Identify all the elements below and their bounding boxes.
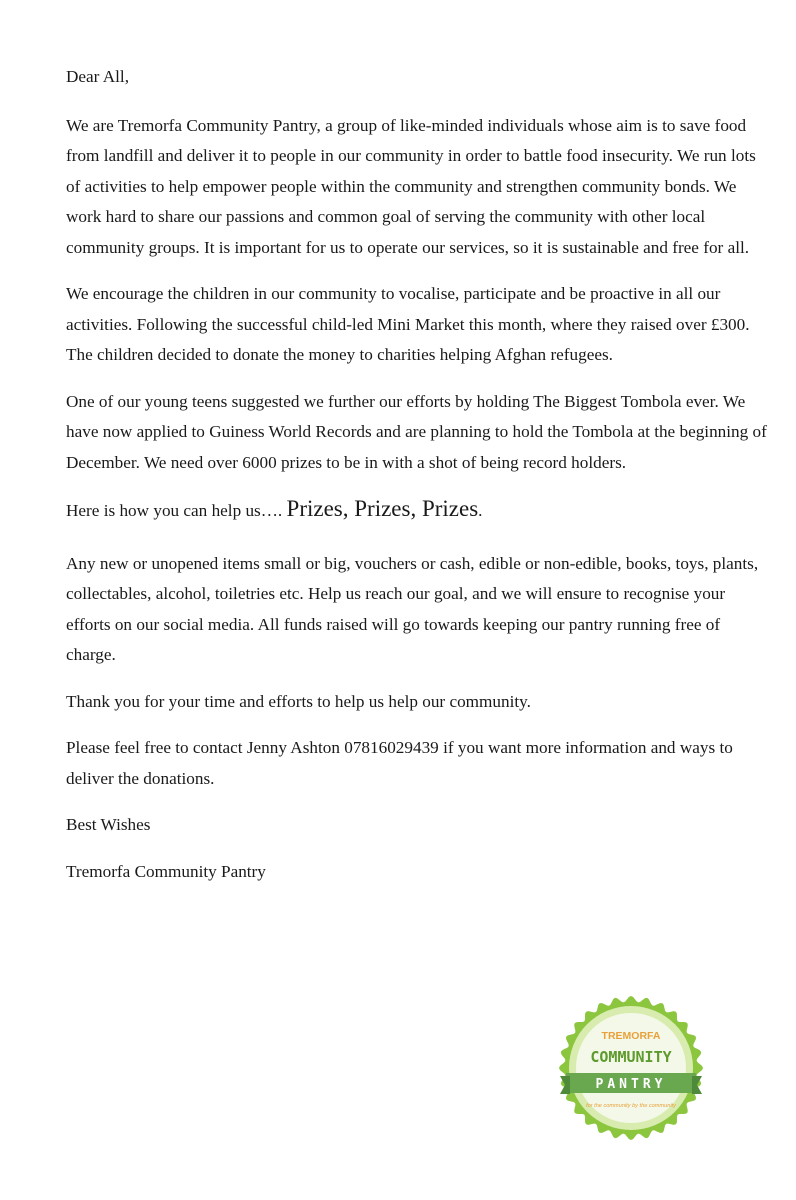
- letter-body: [66, 62, 772, 887]
- salutation: Dear All,: [66, 67, 130, 86]
- logo-tagline: for the community by the community: [586, 1103, 676, 1109]
- logo-middle-text: COMMUNITY: [590, 1048, 672, 1066]
- pantry-logo: [558, 995, 704, 1141]
- help-paragraph: [66, 494, 772, 527]
- children-paragraph: We encourage the children in our community to vocalise, participate and be proactive in all our activities. Following the successful child-led Mini Market this month, where they raised over £300. The children decided to donate the money to charities helping Afghan refugees.: [66, 284, 750, 364]
- tombola-paragraph: One of our young teens suggested we further our efforts by holding The Biggest Tombola ever. We have now applied to Guiness World Records and are planning to hold the Tombola at the beginning of December. We need over 6000 prizes to be in with a shot of being record holders.: [66, 391, 767, 472]
- closing: Best Wishes: [66, 815, 151, 834]
- help-lead-text: Here is how you can help us….: [66, 501, 287, 520]
- help-emphasis-text: Prizes, Prizes, Prizes: [286, 496, 479, 521]
- contact-paragraph: Please feel free to contact Jenny Ashton 07816029439 if you want more information and ways to deliver the donations.: [66, 738, 733, 788]
- help-end-text: .: [478, 501, 483, 520]
- thanks-paragraph: Thank you for your time and efforts to help us help our community.: [66, 691, 531, 711]
- signature: Tremorfa Community Pantry: [66, 861, 266, 881]
- logo-top-text: TREMORFA: [601, 1030, 661, 1042]
- logo-banner-right-tail: [692, 1076, 702, 1094]
- items-paragraph: Any new or unopened items small or big, vouchers or cash, edible or non-edible, books, toys, plants, collectables, alcohol, toiletries etc. Help us reach our goal, and we will ensure to recognise your efforts on our social media. All funds raised will go towards keeping our pantry running free of charge.: [66, 553, 759, 664]
- logo-banner-left-tail: [560, 1076, 570, 1094]
- intro-paragraph: We are Tremorfa Community Pantry, a group of like-minded individuals whose aim is to save food from landfill and deliver it to people in our community in order to battle food insecurity. We run lots of activities to help empower people within the community and strengthen community bonds. We work hard to share our passions and common goal of serving the community with other local community groups. It is important for us to operate our services, so it is sustainable and free for all.: [66, 115, 756, 257]
- logo-banner-text: PANTRY: [595, 1077, 667, 1092]
